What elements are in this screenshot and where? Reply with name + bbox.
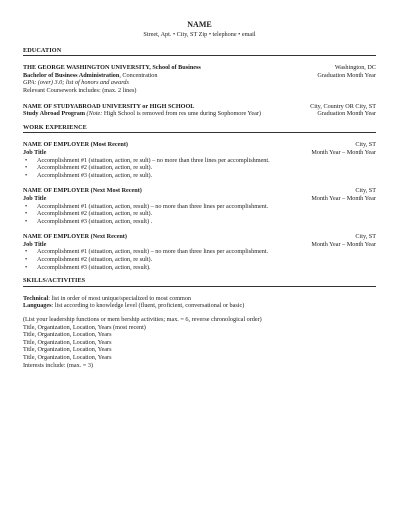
accomplishment-item: • Accomplishment #3 (situation, action, re sult). — [23, 172, 376, 180]
technical-skills — [23, 295, 376, 303]
school-location: City, Country OR City, ST — [310, 102, 376, 110]
employer-location: City, ST — [355, 187, 376, 195]
study-abroad-program — [23, 110, 261, 118]
employment-dates: Month Year – Month Year — [311, 194, 376, 202]
accomplishment-item: • Accomplishment #1 (situation, action, re sult) – no more than three lines per accomplishment. — [23, 157, 376, 165]
employer-entry — [23, 141, 376, 179]
graduation-date: Graduation Month Year — [317, 110, 376, 118]
program-note: High School is removed from res ume during Sophomore Year) — [102, 110, 261, 118]
activity-item: Title, Organization, Location, Years (most recent) — [23, 323, 146, 331]
accomplishment-item: • Accomplishment #1 (situation, action, result) – no more than three lines per accomplishment. — [23, 248, 376, 256]
skills-heading: SKILLS/ACTIVITIES — [23, 277, 86, 285]
school-location: Washington, DC — [334, 64, 376, 72]
activity-item: Title, Organization, Location, Years — [23, 354, 112, 361]
program-name: Study Abroad Program — [23, 110, 85, 118]
coursework-line: Relevant Coursework includes: (max. 2 lines) — [23, 86, 137, 94]
accomplishment-item: • Accomplishment #2 (situation, action, re sult). — [23, 256, 376, 264]
section-divider — [23, 132, 376, 133]
accomplishment-list — [23, 203, 376, 226]
language-skills — [23, 302, 376, 310]
accomplishment-item: • Accomplishment #3 (situation, action, result) . — [23, 218, 376, 226]
accomplishment-item: • Accomplishment #2 (situation, action, re sult). — [23, 164, 376, 172]
employer-location: City, ST — [355, 233, 376, 241]
languages-text: : list according to knowledge level (fluent, proficient, conversational or basic) — [51, 302, 245, 310]
job-title: Job Title — [23, 194, 47, 202]
degree-name: Bachelor of Business Administration — [23, 71, 120, 79]
education-heading: EDUCATION — [23, 46, 62, 54]
education-entry — [23, 103, 376, 118]
degree-concentration: , Concentration — [119, 71, 158, 79]
languages-label: Languages — [23, 302, 52, 310]
employer-name: NAME OF EMPLOYER (Next Recent) — [23, 233, 127, 241]
section-divider — [23, 286, 376, 287]
leadership-intro: (List your leadership functions or mem bership activities; max. = 6, reverse chronological order) — [23, 316, 262, 324]
employer-entry — [23, 187, 376, 225]
job-title: Job Title — [23, 148, 47, 156]
school-name: NAME OF STUDYABROAD UNIVERSITY or HIGH SCHOOL — [23, 102, 195, 110]
program-note-label: (Note: — [85, 110, 103, 118]
accomplishment-item: • Accomplishment #3 (situation, action, result). — [23, 264, 376, 272]
activity-item: Title, Organization, Location, Years — [23, 346, 112, 354]
technical-label: Technical — [23, 294, 49, 302]
employer-name: NAME OF EMPLOYER (Most Recent) — [23, 141, 128, 149]
section-divider — [23, 55, 376, 56]
employment-dates: Month Year – Month Year — [311, 148, 376, 156]
gpa-line: GPA: (over) 3.0; list of honors and awards — [23, 79, 129, 87]
resume-page — [23, 20, 376, 369]
graduation-date: Graduation Month Year — [317, 71, 376, 79]
accomplishment-item: • Accomplishment #2 (situation, action, re sult). — [23, 210, 376, 218]
employment-dates: Month Year – Month Year — [311, 240, 376, 248]
activity-item: Title, Organization, Location, Years — [23, 338, 112, 346]
education-entry — [23, 64, 376, 94]
school-name: THE GEORGE WASHINGTON UNIVERSITY, School of Business — [23, 64, 201, 72]
degree — [23, 72, 157, 80]
employer-entry — [23, 233, 376, 271]
interests-line: Interests include: (max. = 3) — [23, 361, 93, 369]
contact-line: Street, Apt. • City, ST Zip • telephone • email — [143, 31, 256, 38]
employer-location: City, ST — [355, 141, 376, 149]
employer-name: NAME OF EMPLOYER (Next Most Recent) — [23, 187, 142, 195]
resume-name: NAME — [187, 20, 212, 29]
accomplishment-item: • Accomplishment #1 (situation, action, result) – no more than three lines per accomplishment. — [23, 203, 376, 211]
activity-item: Title, Organization, Location, Years — [23, 331, 112, 339]
accomplishment-list — [23, 157, 376, 180]
job-title: Job Title — [23, 240, 47, 248]
work-heading: WORK EXPERIENCE — [23, 123, 87, 131]
technical-text: : list in order of most unique/specialized to most common — [48, 294, 192, 302]
accomplishment-list — [23, 248, 376, 271]
